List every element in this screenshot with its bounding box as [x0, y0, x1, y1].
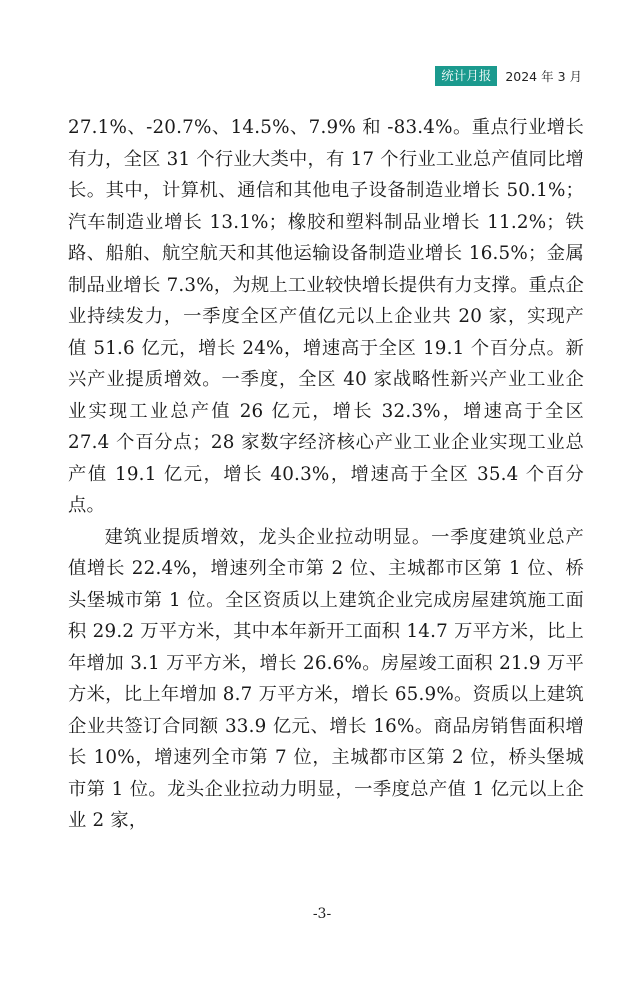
- page-number: -3-: [312, 906, 332, 922]
- paragraph-construction: 建筑业提质增效，龙头企业拉动明显。一季度建筑业总产值增长 22.4%，增速列全市第 2 位、主城都市区第 1 位、桥头堡城市第 1 位。全区资质以上建筑企业完成房屋建筑施工面积 29.2 万平方米，其中本年新开工面积 14.7 万平方米，比上年增加 3.1 万平方米，增长 26.6%。房屋竣工面积 21.9 万平方米，比上年增加 8.7 万平方米，增长 65.9%。资质以上建筑企业共签订合同额 33.9 亿元、增长 16%。商品房销售面积增长 10%，增速列全市第 7 位，主城都市区第 2 位，桥头堡城市第 1 位。龙头企业拉动力明显，一季度总产值 1 亿元以上企业 2 家，: [68, 526, 584, 831]
- document-body: [68, 112, 584, 837]
- paragraph-continued: 27.1%、-20.7%、14.5%、7.9% 和 -83.4%。重点行业增长有力，全区 31 个行业大类中，有 17 个行业工业总产值同比增长。其中，计算机、通信和其他电子设备制造业增长 50.1%；汽车制造业增长 13.1%；橡胶和塑料制品业增长 11.2%；铁路、船舶、航空航天和其他运输设备制造业增长 16.5%；金属制品业增长 7.3%，为规上工业较快增长提供有力支撑。重点企业持续发力，一季度全区产值亿元以上企业共 20 家，实现产值 51.6 亿元，增长 24%，增速高于全区 19.1 个百分点。新兴产业提质增效。一季度，全区 40 家战略性新兴产业工业企业实现工业总产值 26 亿元，增长 32.3%，增速高于全区 27.4 个百分点；28 家数字经济核心产业工业企业实现工业总产值 19.1 亿元，增长 40.3%，增速高于全区 35.4 个百分点。: [68, 117, 584, 516]
- report-badge: 统计月报: [435, 66, 497, 86]
- report-date: 2024 年 3 月: [505, 69, 582, 84]
- page-header: [435, 66, 582, 86]
